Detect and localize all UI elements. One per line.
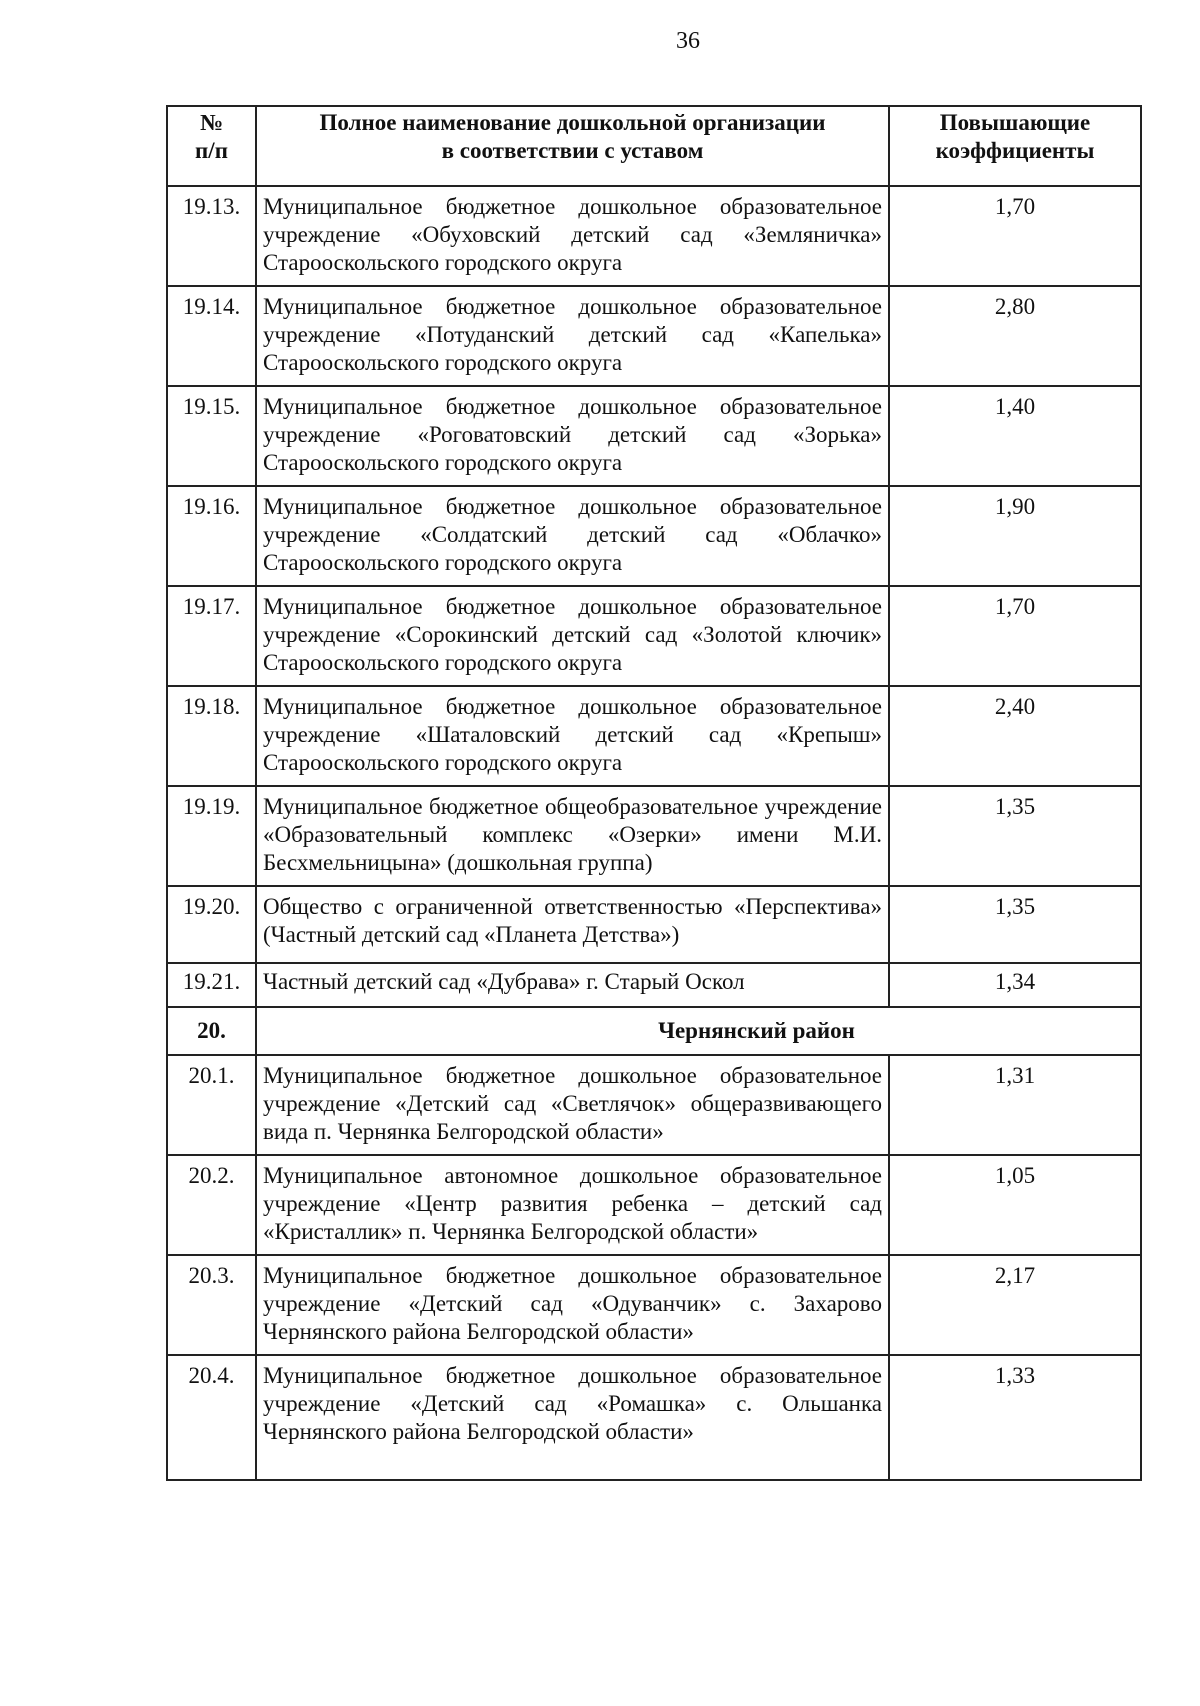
row-number: 20.1. — [167, 1055, 256, 1155]
organization-name: Муниципальное бюджетное дошкольное образовательное учреждение «Детский сад «Светлячок» общеразвивающего вида п. Чернянка Белгородской области» — [256, 1055, 889, 1155]
section-row — [167, 1007, 1141, 1055]
row-number: 19.21. — [167, 963, 256, 1007]
header-organization-name — [256, 106, 889, 186]
section-title: Чернянский район — [256, 1007, 1141, 1055]
header-coefficient — [889, 106, 1141, 186]
row-number: 19.14. — [167, 286, 256, 386]
row-number: 19.18. — [167, 686, 256, 786]
coefficient-value: 1,70 — [889, 586, 1141, 686]
table-header-row — [167, 106, 1141, 186]
section-number: 20. — [167, 1007, 256, 1055]
coefficient-value: 2,80 — [889, 286, 1141, 386]
table-row — [167, 286, 1141, 386]
organization-name: Муниципальное бюджетное дошкольное образовательное учреждение «Шаталовский детский сад «Крепыш» Старооскольского городского округа — [256, 686, 889, 786]
table-row — [167, 686, 1141, 786]
organization-name: Муниципальное бюджетное дошкольное образовательное учреждение «Обуховский детский сад «Земляничка» Старооскольского городского округа — [256, 186, 889, 286]
table-row — [167, 963, 1141, 1007]
organization-name: Муниципальное бюджетное дошкольное образовательное учреждение «Детский сад «Ромашка» с. Ольшанка Чернянского района Белгородской области» — [256, 1355, 889, 1480]
table-row — [167, 486, 1141, 586]
table-row — [167, 1355, 1141, 1480]
row-number: 19.20. — [167, 886, 256, 963]
table-row — [167, 186, 1141, 286]
coefficient-value: 2,17 — [889, 1255, 1141, 1355]
organization-name: Муниципальное автономное дошкольное образовательное учреждение «Центр развития ребенка – детский сад «Кристаллик» п. Чернянка Белгородской области» — [256, 1155, 889, 1255]
header-number — [167, 106, 256, 186]
row-number: 20.4. — [167, 1355, 256, 1480]
row-number: 20.3. — [167, 1255, 256, 1355]
coefficient-value: 1,70 — [889, 186, 1141, 286]
coefficient-value: 1,40 — [889, 386, 1141, 486]
table-row — [167, 586, 1141, 686]
table-row — [167, 1255, 1141, 1355]
organization-name: Общество с ограниченной ответственностью «Перспектива» (Частный детский сад «Планета Детства») — [256, 886, 889, 963]
table-row — [167, 386, 1141, 486]
coefficient-value: 1,05 — [889, 1155, 1141, 1255]
coefficient-value: 1,35 — [889, 886, 1141, 963]
organization-name: Муниципальное бюджетное дошкольное образовательное учреждение «Сорокинский детский сад «Золотой ключик» Старооскольского городского округа — [256, 586, 889, 686]
organization-name: Муниципальное бюджетное дошкольное образовательное учреждение «Детский сад «Одуванчик» с. Захарово Чернянского района Белгородской области» — [256, 1255, 889, 1355]
row-number: 19.15. — [167, 386, 256, 486]
organization-name: Муниципальное бюджетное дошкольное образовательное учреждение «Потуданский детский сад «Капелька» Старооскольского городского округа — [256, 286, 889, 386]
header-coef-line-1: Повышающие — [939, 110, 1091, 135]
coefficient-value: 1,34 — [889, 963, 1141, 1007]
coefficient-value: 1,33 — [889, 1355, 1141, 1480]
organization-name: Частный детский сад «Дубрава» г. Старый Оскол — [256, 963, 889, 1007]
header-number-line-2: п/п — [195, 138, 228, 163]
row-number: 19.13. — [167, 186, 256, 286]
row-number: 19.16. — [167, 486, 256, 586]
coefficient-value: 2,40 — [889, 686, 1141, 786]
coefficient-value: 1,90 — [889, 486, 1141, 586]
organization-name: Муниципальное бюджетное дошкольное образовательное учреждение «Роговатовский детский сад «Зорька» Старооскольского городского округа — [256, 386, 889, 486]
table-row — [167, 1055, 1141, 1155]
row-number: 19.19. — [167, 786, 256, 886]
header-name-line-1: Полное наименование дошкольной организации — [319, 110, 826, 135]
page-number: 36 — [676, 28, 700, 54]
table-row — [167, 886, 1141, 963]
header-coef-line-2: коэффициенты — [935, 138, 1095, 163]
coefficient-value: 1,35 — [889, 786, 1141, 886]
row-number: 19.17. — [167, 586, 256, 686]
table-row — [167, 1155, 1141, 1255]
coefficient-value: 1,31 — [889, 1055, 1141, 1155]
header-name-line-2: в соответствии с уставом — [441, 138, 704, 163]
table-row — [167, 786, 1141, 886]
row-number: 20.2. — [167, 1155, 256, 1255]
header-number-line-1: № — [199, 110, 224, 135]
organization-name: Муниципальное бюджетное дошкольное образовательное учреждение «Солдатский детский сад «Облачко» Старооскольского городского округа — [256, 486, 889, 586]
organizations-table — [166, 105, 1142, 1481]
organization-name: Муниципальное бюджетное общеобразовательное учреждение «Образовательный комплекс «Озерки» имени М.И. Бесхмельницына» (дошкольная группа) — [256, 786, 889, 886]
